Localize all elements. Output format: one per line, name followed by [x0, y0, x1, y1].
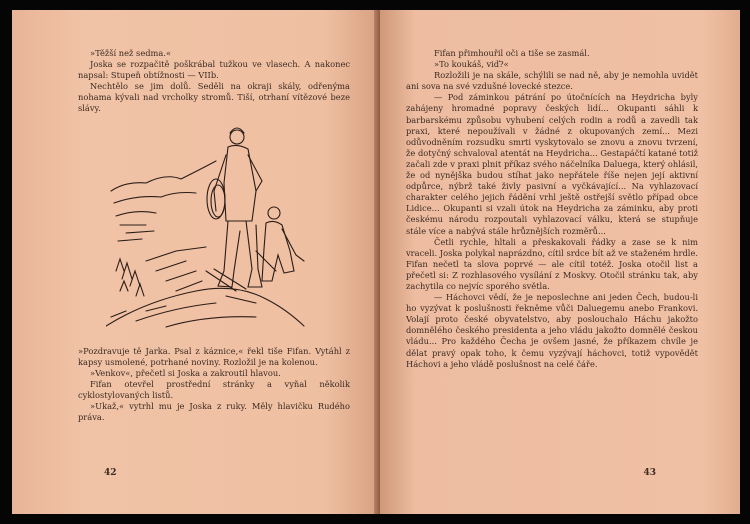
left-page [12, 10, 380, 514]
climbers-illustration [106, 121, 306, 336]
paragraph: Joska se rozpačitě poškrábal tužkou ve vlasech. A nakonec napsal: Stupeň obtížnosti — VIIb. [78, 59, 350, 81]
paragraph: »To koukáš, viď?« [434, 59, 509, 70]
paragraph: Rozložili je na skále, schýlili se nad ně, aby je nemohla uvidět ani sova na své vzdušné lovecké stezce. [406, 70, 698, 92]
page-number: 42 [104, 468, 117, 478]
paragraph: »Pozdravuje tě Jarka. Psal z káznice,« řekl tiše Fifan. Vytáhl z kapsy usmolené, potrhané noviny. Rozložil je na kolenou. [78, 345, 350, 367]
right-page [380, 10, 740, 514]
paragraph: Fifan přimhouřil oči a tiše se zasmál. [434, 48, 590, 58]
open-book [12, 10, 740, 514]
paragraph: »Venkov«, přečetl si Joska a zakroutil hlavou. [90, 367, 281, 378]
paragraph: Fifan otevřel prostřední stránky a vyňal několik cyklostylovaných listů. [78, 378, 350, 400]
paragraph: — Pod záminkou pátrání po útočnících na Heydricha byly zahájeny hromadné popravy českých lidí... Okupanti sáhli k barbarskému způsobu vyhubení celých rodin a rodů a zavedli tak praxi, které nepoužívali v žádné z okupovaných zemí... Mezi odůvodněním rozsudku smrti vyskytovalo se znovu a znovu tvrzení, že dotyčný schvaloval atentát na Heydricha... Gestapáčtí katané totiž začali zde v praxi plnit příkaz svého náčelníka Daluega, který ohlásil, že od nynějška budou stíhat jako nepřátele říše nejen její aktivní odpůrce, nýbrž také živly pasivní a vyčkávající... Na vyhlazovací charakter celého jejich řádění vrhl ještě ostřejší světlo případ obce Lidice... Okupanti si vzali útok na Heydricha za záminku, aby proti českému národu rozpoutali vyhlazovací válku, která se stupňuje stále více a nabývá stále hrůznějších rozměrů... [406, 92, 698, 236]
paragraph: »Ukaž,« vytrhl mu je Joska z ruky. Měly hlavičku Rudého práva. [78, 401, 350, 423]
page-number: 43 [643, 468, 656, 478]
paragraph: »Těžší než sedma.« [90, 48, 172, 58]
paragraph: Četli rychle, hltali a přeskakovali řádky a zase se k nim vraceli. Joska polykal naprázdno, cítil srdce bít až ve staženém hrdle. Fifan nečetl ta slova poprvé — ale cítil totéž. Joska otočil list a přečetl si: Z rozhlasového vysílání z Moskvy. Otočil stránku tak, aby zachytila co nejvíc sporého světla. [406, 236, 698, 291]
paragraph: Nechtělo se jim dolů. Seděli na okraji skály, odřenýma nohama kývali nad vrcholky stromů. Tiší, otrhaní vítězové beze slávy. [78, 81, 350, 114]
paragraph: — Háchovci vědí, že je neposlechne ani jeden Čech, budou-li ho vyzývat k poslušnosti řekněme vůči Daluegemu anebo Frankovi. Volají proto české obyvatelstvo, aby poslouchalo Háchu jakožto domnělého českého presidenta a jeho vládu jakožto domnělé českou vládu... Pro každého Čecha je ovšem jasné, že příkazem chvíle je dělat pravý opak toho, k čemu vyzývají háchovci, totiž vypovědět Háchovi a jeho vládě poslušnost na celé čáře. [406, 292, 698, 369]
